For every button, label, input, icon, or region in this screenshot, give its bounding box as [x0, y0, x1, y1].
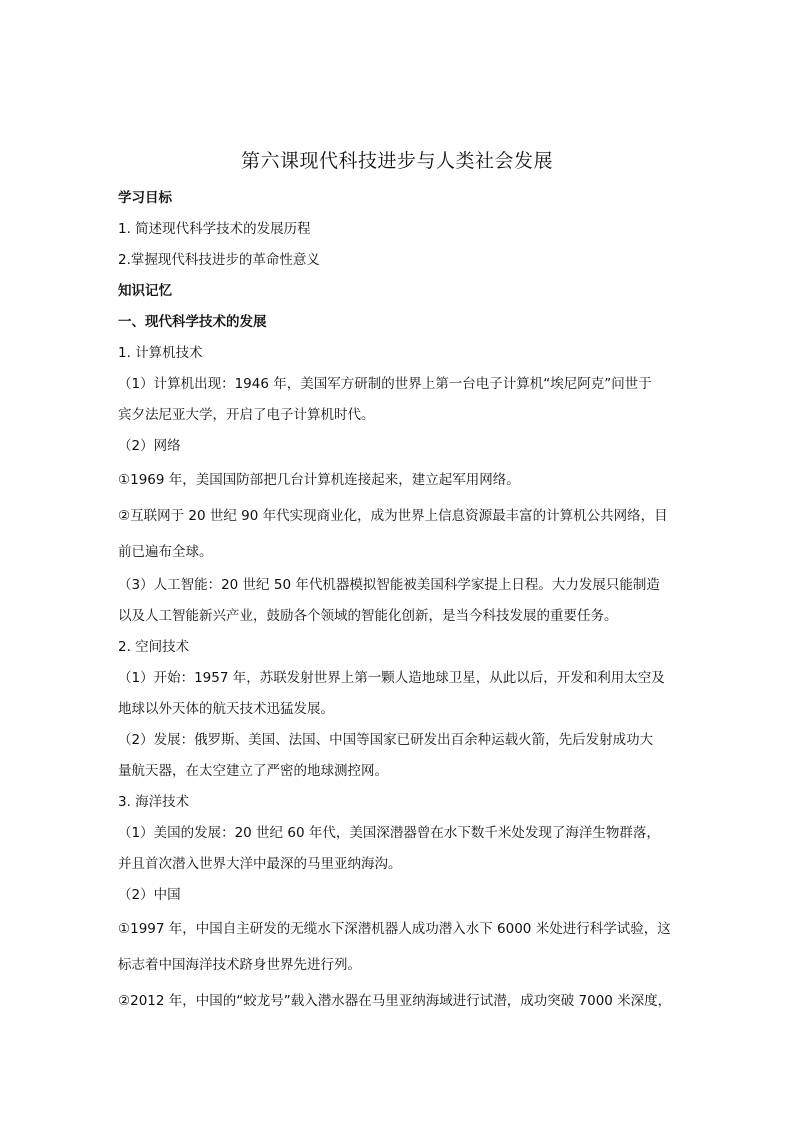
text-line: 2.掌握现代科技进步的革命性意义: [118, 252, 320, 268]
text-line: 2. 空间技术: [118, 639, 190, 655]
text-line: 前已遍布全球。: [118, 544, 213, 560]
document-body: [118, 183, 678, 1019]
text-line: （1）美国的发展：20 世纪 60 年代，美国深潜器曾在水下数千米处发现了海洋生物群落，: [118, 825, 660, 841]
section-heading: 一、现代科学技术的发展: [118, 314, 267, 330]
section-heading: 知识记忆: [118, 283, 172, 299]
page-title: 第六课现代科技进步与人类社会发展: [240, 150, 553, 172]
text-line: （1）开始：1957 年，苏联发射世界上第一颗人造地球卫星，从此以后，开发和利用太空及: [118, 670, 665, 686]
text-line: ②互联网于 20 世纪 90 年代实现商业化，成为世界上信息资源最丰富的计算机公共网络，目: [118, 508, 668, 524]
text-line: （1）计算机出现：1946 年，美国军方研制的世界上第一台电子计算机“埃尼阿克”问世于: [118, 376, 652, 392]
text-line: （2）发展：俄罗斯、美国、法国、中国等国家已研发出百余种运载火箭，先后发射成功大: [118, 732, 654, 748]
text-line: 宾夕法尼亚大学，开启了电子计算机时代。: [118, 407, 375, 423]
text-line: 以及人工智能新兴产业，鼓励各个领域的智能化创新，是当今科技发展的重要任务。: [118, 608, 618, 624]
section-heading: 学习目标: [118, 190, 172, 206]
text-line: ②2012 年，中国的“蛟龙号”载入潜水器在马里亚纳海域进行试潜，成功突破 7000 米深度，: [118, 993, 672, 1009]
text-line: 量航天器，在太空建立了严密的地球测控网。: [118, 763, 388, 779]
text-line: 标志着中国海洋技术跻身世界先进行列。: [118, 957, 361, 973]
text-line: 地球以外天体的航天技术迅猛发展。: [118, 701, 334, 717]
text-line: 1. 计算机技术: [118, 345, 203, 361]
text-line: （2）网络: [118, 438, 181, 454]
text-line: 3. 海洋技术: [118, 794, 190, 810]
text-line: （2）中国: [118, 887, 181, 903]
text-line: ①1969 年，美国国防部把几台计算机连接起来，建立起军用网络。: [118, 472, 520, 488]
text-line: ①1997 年，中国自主研发的无缆水下深潜机器人成功潜入水下 6000 米处进行科学试验，这: [118, 921, 671, 937]
text-line: （3）人工智能：20 世纪 50 年代机器模拟智能被美国科学家提上日程。大力发展只能制造: [118, 577, 660, 593]
text-line: 1. 简述现代科学技术的发展历程: [118, 221, 311, 237]
text-line: 并且首次潜入世界大洋中最深的马里亚纳海沟。: [118, 856, 402, 872]
